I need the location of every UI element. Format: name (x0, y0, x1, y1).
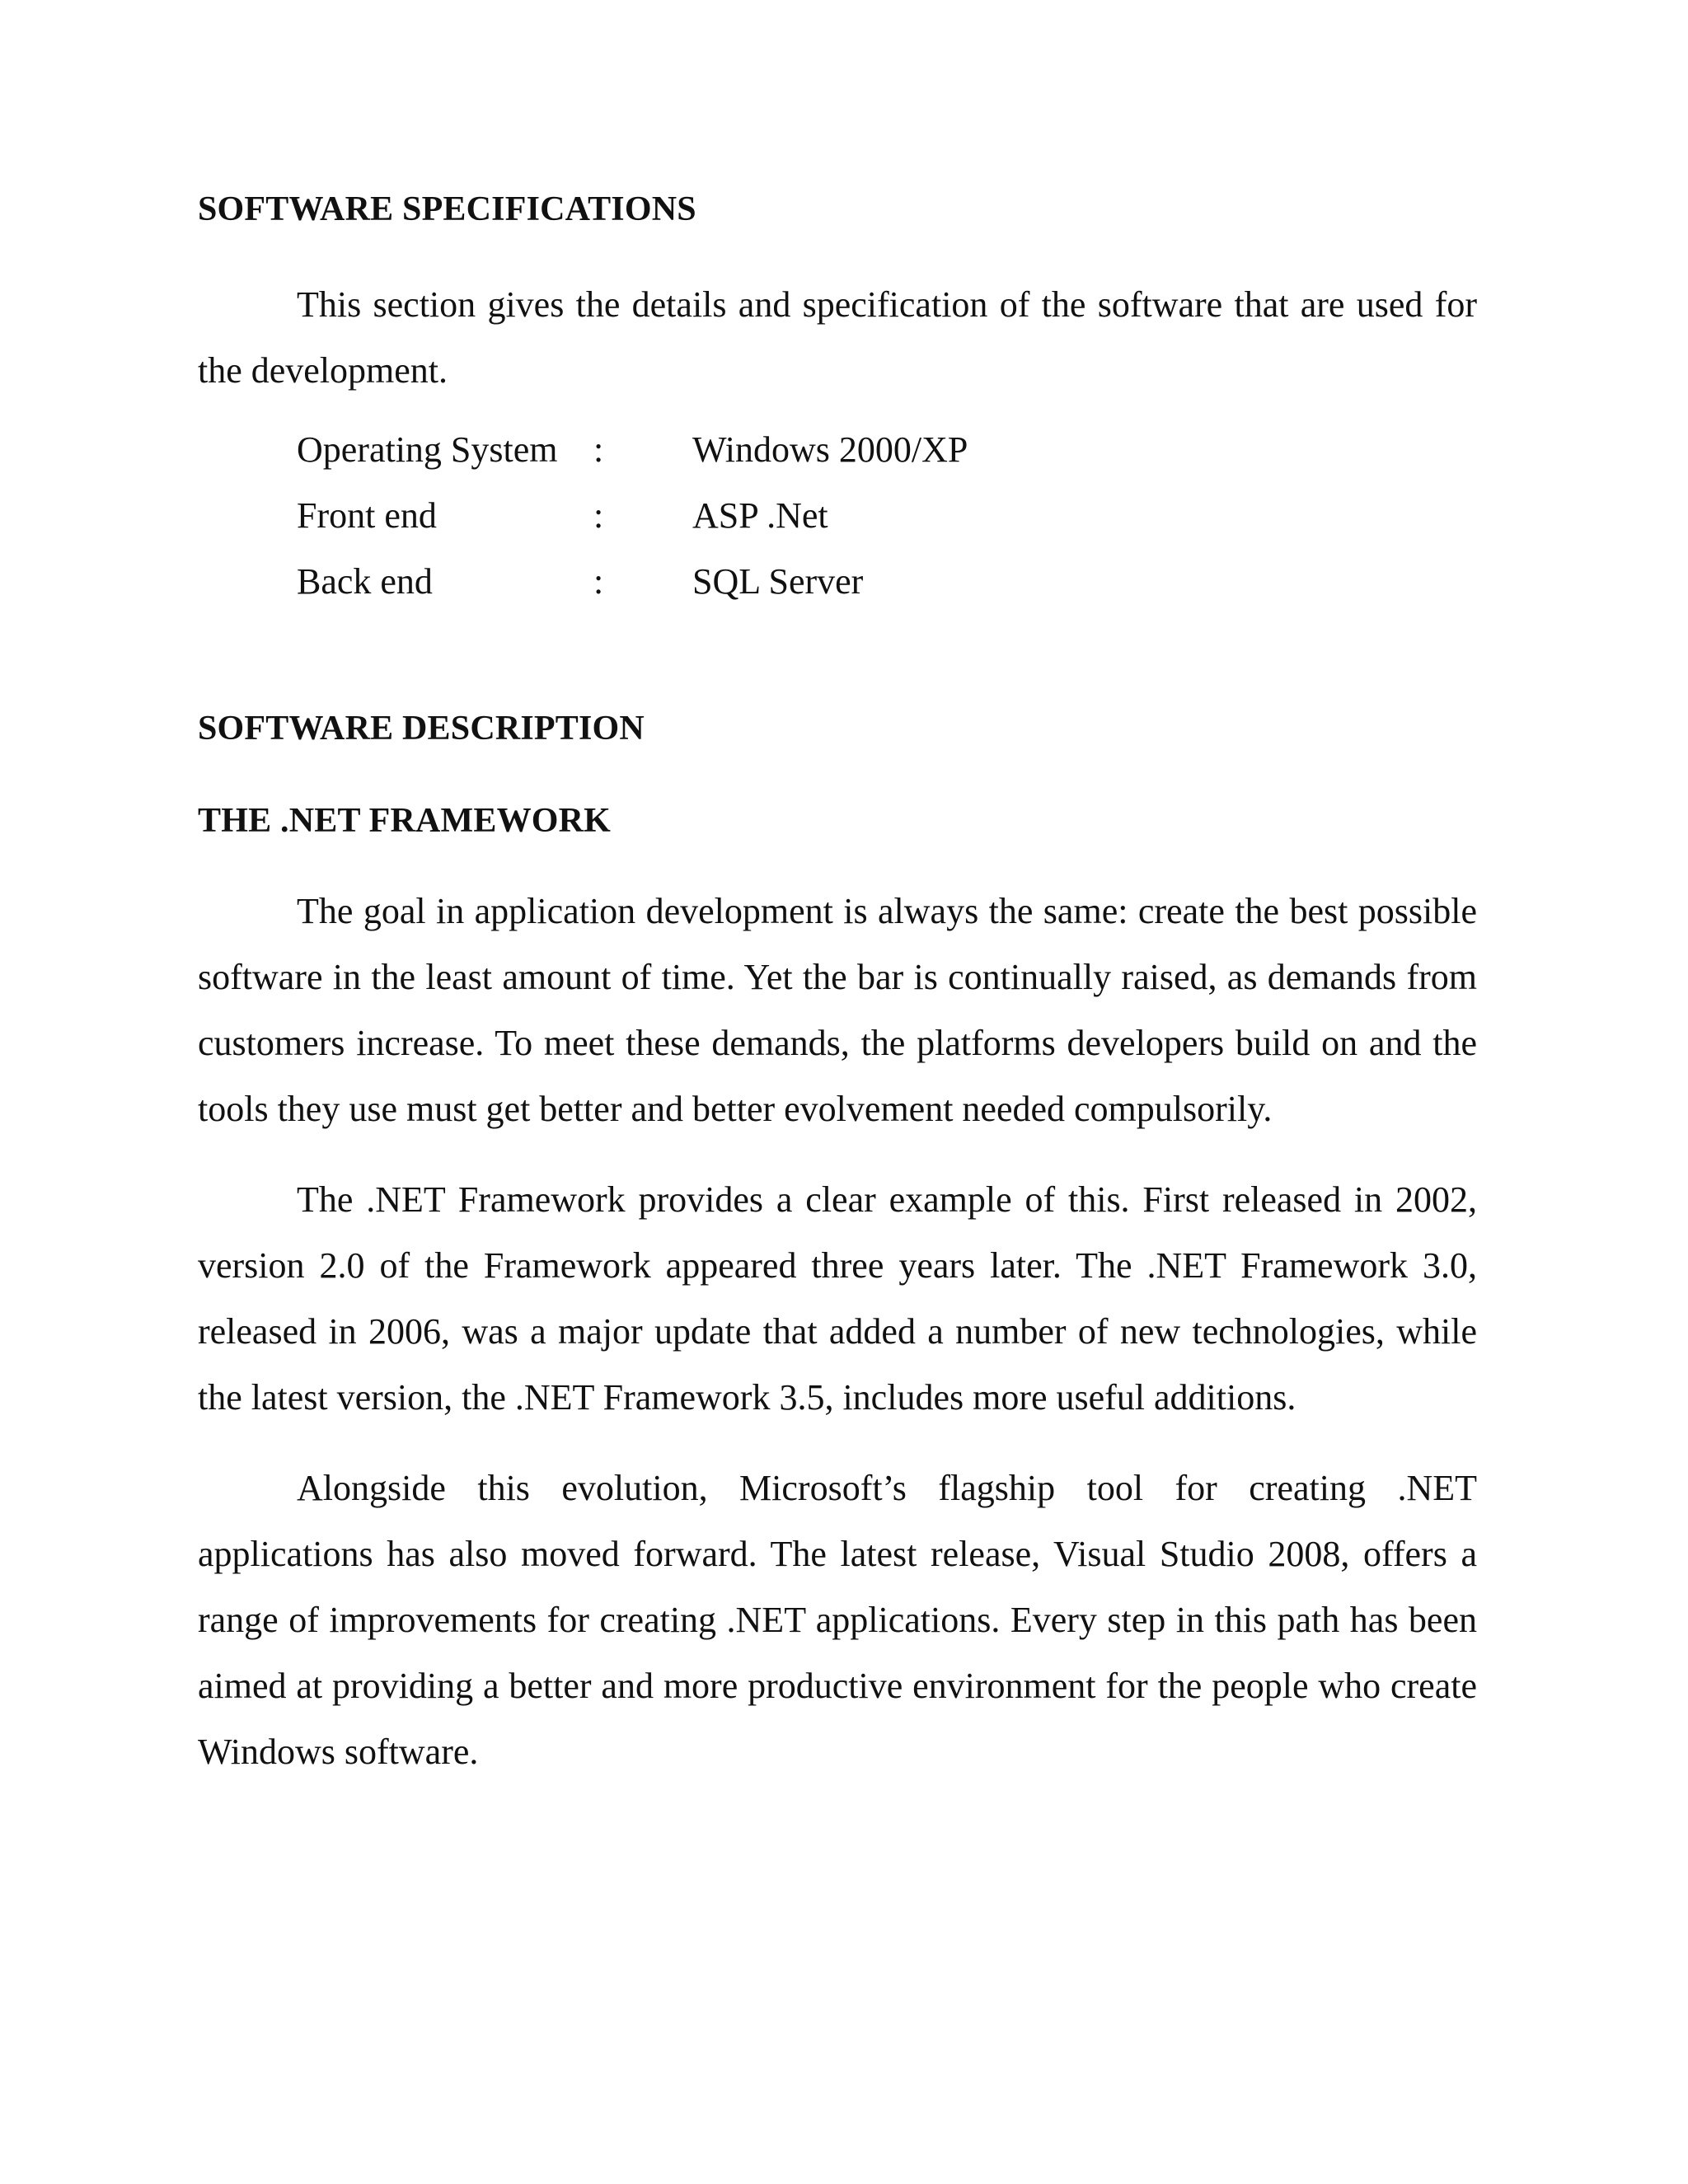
paragraph-framework-history: The .NET Framework provides a clear example of this. First released in 2002, version 2.0 of the Framework appeared three years later. The .NET Framework 3.0, released in 2006, was a major update that added a number of new technologies, while the latest version, the .NET Framework 3.5, includes more useful additions. (198, 1179, 1477, 1418)
paragraph-intro: This section gives the details and specification of the software that are used for the development. (198, 284, 1477, 391)
spec-row-back-end (297, 549, 1477, 615)
heading-software-specifications: SOFTWARE SPECIFICATIONS (198, 190, 696, 228)
spec-label: Back end (297, 561, 433, 602)
spec-colon: : (593, 495, 604, 536)
spec-value: SQL Server (692, 561, 864, 602)
spec-colon: : (593, 561, 604, 602)
spec-value: Windows 2000/XP (692, 429, 968, 470)
spec-value: ASP .Net (692, 495, 828, 536)
spec-label: Front end (297, 495, 437, 536)
paragraph-goal: The goal in application development is always the same: create the best possible software in the least amount of time. Yet the bar is continually raised, as demands from customers increase. To meet these demands, the platforms developers build on and the tools they use must get better and better evolvement needed compulsorily. (198, 891, 1477, 1129)
spec-row-operating-system (297, 417, 1477, 483)
paragraph-visual-studio: Alongside this evolution, Microsoft’s flagship tool for creating .NET applications has also moved forward. The latest release, Visual Studio 2008, offers a range of improvements for creating .NET applications. Every step in this path has been aimed at providing a better and more productive environment for the people who create Windows software. (198, 1468, 1477, 1772)
heading-software-description: SOFTWARE DESCRIPTION (198, 710, 645, 748)
heading-net-framework: THE .NET FRAMEWORK (198, 802, 612, 840)
spec-table (297, 417, 1477, 615)
page-content (198, 188, 1477, 1785)
spec-label: Operating System (297, 429, 558, 470)
spec-row-front-end (297, 483, 1477, 549)
spec-colon: : (593, 429, 604, 470)
